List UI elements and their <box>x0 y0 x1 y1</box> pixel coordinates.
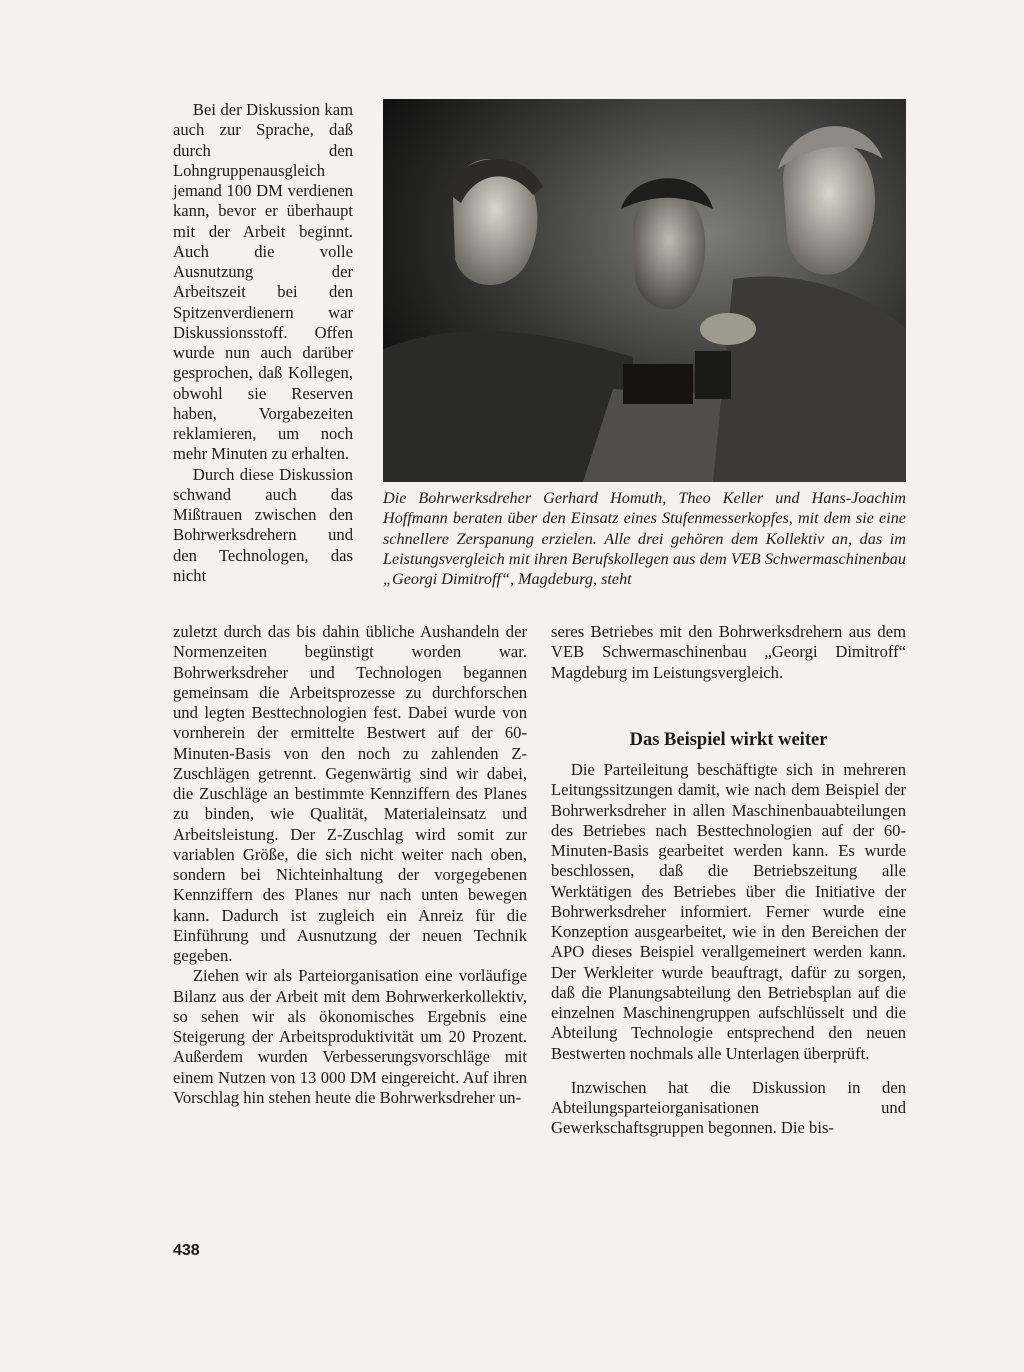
intro-text-column <box>173 100 353 586</box>
left-paragraph-1-continued: zuletzt durch das bis dahin übliche Aushandeln der Normenzeiten begünstigt worden war. Bohrwerksdreher und Technologen begannen gemeinsam die Arbeitsprozesse zu durchforschen und legten Besttechnologien fest. Dabei wurde von vornherein der ermittelte Bestwert auf der 60-Minuten-Basis von den noch zu zahlenden Z-Zuschlägen getrennt. Gegenwärtig sind wir dabei, die Zuschläge an bestimmte Kennziffern des Planes zu binden, wie Qualität, Materialeinsatz und Arbeitsleistung. Der Z-Zuschlag wird somit zur variablen Größe, die sich nicht weiter nach oben, sondern bei Nichteinhaltung der vorgegebenen Kennziffern des Planes nur nach unten bewegen kann. Dadurch ist zugleich ein Anreiz für die Einführung und Ausnutzung der neuen Technik gegeben. <box>173 622 527 965</box>
workers-photo <box>383 99 906 482</box>
right-paragraph-1: Die Parteileitung beschäftigte sich in mehreren Leitungssitzungen damit, wie nach dem Beispiel der Bohrwerksdreher in allen Maschinenbauabteilungen des Betriebes nach Besttechnologien auf der 60-Minuten-Basis gearbeitet werden kann. Es wurde beschlossen, daß die Betriebszeitung alle Werktätigen des Betriebes über die Initiative der Bohrwerksdreher informiert. Ferner wurde eine Konzeption ausgearbeitet, wie in den Bereichen der APO dieses Beispiel verallgemeinert werden kann. Der Werkleiter wurde beauftragt, dafür zu sorgen, daß die Planungsabteilung den Betriebsplan auf die einzelnen Maschinengruppen aufschlüsselt und die Abteilung Technologie entsprechend den neuen Bestwerten nochmals alle Unterlagen überprüft. <box>551 760 906 1063</box>
intro-paragraph-2: Durch diese Diskussion schwand auch das Mißtrauen zwischen den Bohrwerksdrehern und den Technologen, das nicht <box>173 464 353 585</box>
photo-caption: Die Bohrwerksdreher Gerhard Homuth, Theo Keller und Hans-Joachim Hoffmann beraten über den Einsatz eines Stufenmesserkopfes, mit dem sie eine schnellere Zerspanung erzielen. Alle drei gehören dem Kollektiv an, das im Leistungsvergleich mit ihren Berufskollegen aus dem VEB Schwermaschinenbau „Georgi Dimitroff“, Magdeburg, steht <box>383 489 906 589</box>
section-heading: Das Beispiel wirkt weiter <box>629 730 828 750</box>
right-paragraph-continued: seres Betriebes mit den Bohrwerksdrehern aus dem VEB Schwermaschinenbau „Georgi Dimitroff“ Magdeburg im Leistungsvergleich. <box>551 622 906 682</box>
intro-paragraph-1: Bei der Diskussion kam auch zur Sprache, daß durch den Lohngruppenausgleich jemand 100 DM verdienen kann, bevor er überhaupt mit der Arbeit beginnt. Auch die volle Ausnutzung der Arbeitszeit bei den Spitzenverdienern war Diskussionsstoff. Offen wurde nun auch darüber gesprochen, daß Kollegen, obwohl sie Reserven haben, Vorgabezeiten reklamieren, um noch mehr Minuten zu erhalten. <box>173 100 353 464</box>
right-text-continued <box>551 622 906 683</box>
left-paragraph-2: Ziehen wir als Parteiorganisation eine vorläufige Bilanz aus der Arbeit mit dem Bohrwerkerkollektiv, so sehen wir als ökonomisches Ergebnis eine Steigerung der Arbeitsproduktivität um 20 Prozent. Außerdem wurden Verbesserungsvorschläge mit einem Nutzen von 13 000 DM eingereicht. Auf ihren Vorschlag hin stehen heute die Bohrwerksdreher un- <box>173 966 527 1107</box>
right-text-column <box>551 760 906 1139</box>
left-text-column <box>173 622 527 1108</box>
page-number: 438 <box>173 1242 200 1259</box>
right-paragraph-2: Inzwischen hat die Diskussion in den Abteilungsparteiorganisationen und Gewerkschaftsgruppen begonnen. Die bis- <box>551 1077 906 1138</box>
